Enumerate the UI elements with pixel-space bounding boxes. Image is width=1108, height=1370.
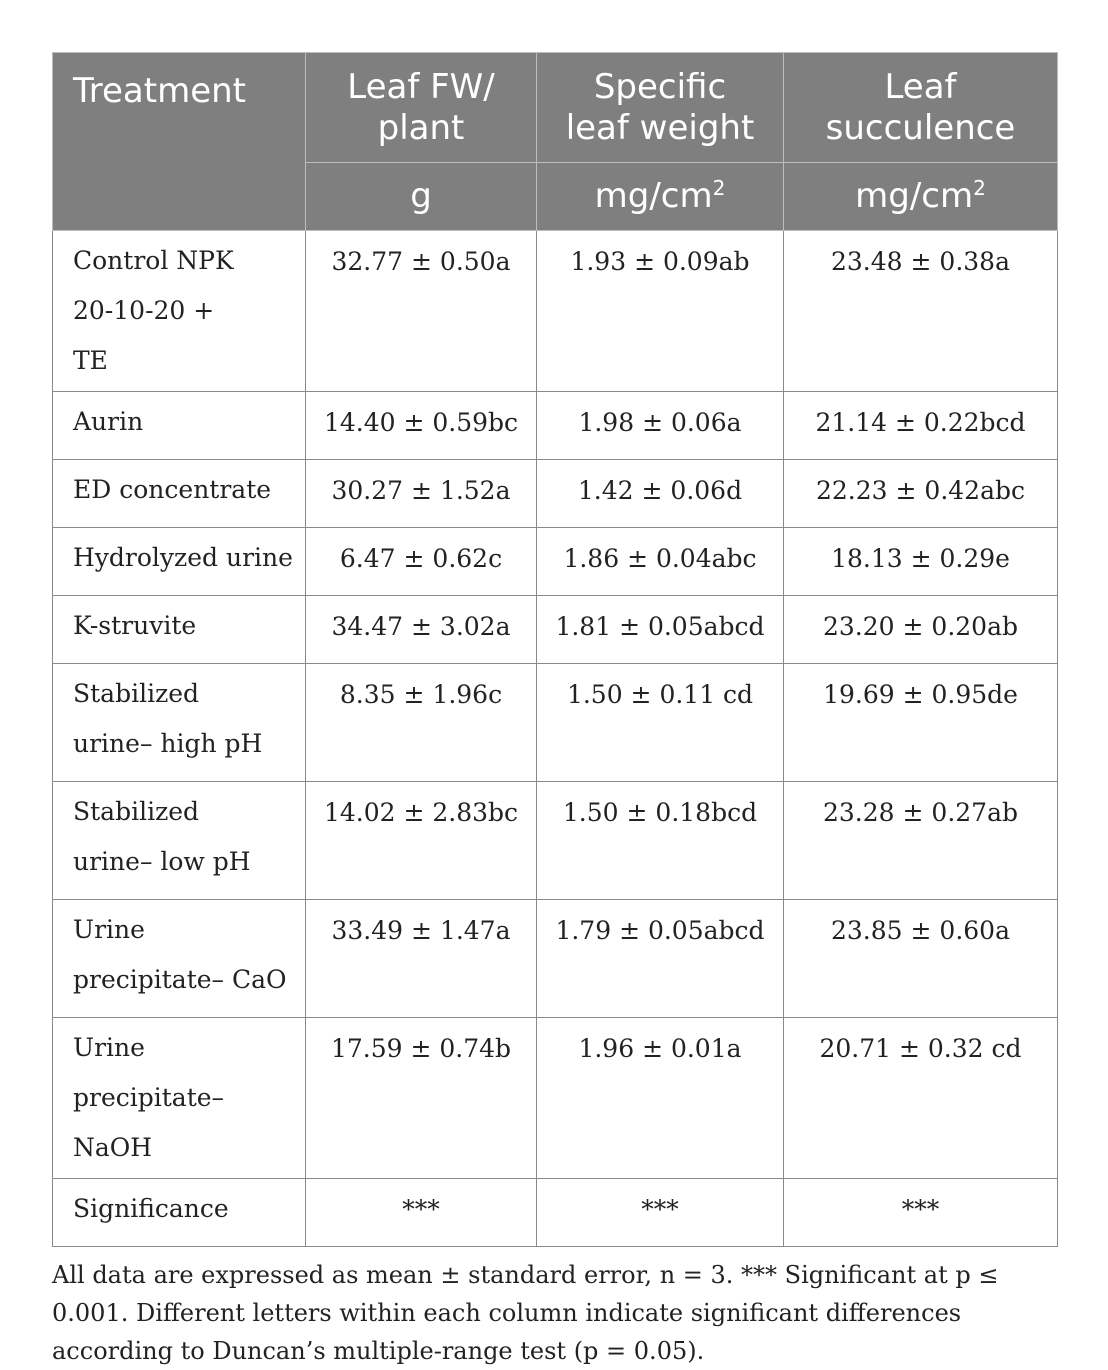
row-leaf-fw: 34.47 ± 3.02a	[306, 596, 537, 664]
unit-leaf-fw	[306, 163, 537, 231]
header-leaf-fw-label: Leaf FW/ plant	[347, 66, 495, 148]
row-leaf-fw: 32.77 ± 0.50a	[306, 231, 537, 392]
unit-ls	[784, 163, 1058, 231]
row-ls: 18.13 ± 0.29e	[784, 528, 1058, 596]
row-leaf-fw: 6.47 ± 0.62c	[306, 528, 537, 596]
row-ls: 22.23 ± 0.42abc	[784, 460, 1058, 528]
row-ls: ***	[784, 1179, 1058, 1247]
row-leaf-fw: 33.49 ± 1.47a	[306, 900, 537, 1018]
row-slw: 1.42 ± 0.06d	[537, 460, 784, 528]
row-slw: 1.96 ± 0.01a	[537, 1018, 784, 1179]
row-treatment: Stabilized urine– low pH	[53, 782, 306, 900]
unit-slw	[537, 163, 784, 231]
row-slw: 1.50 ± 0.18bcd	[537, 782, 784, 900]
row-slw: 1.98 ± 0.06a	[537, 392, 784, 460]
table-row	[53, 664, 1058, 782]
row-treatment: Aurin	[53, 392, 306, 460]
row-slw: 1.81 ± 0.05abcd	[537, 596, 784, 664]
row-leaf-fw: 30.27 ± 1.52a	[306, 460, 537, 528]
unit-slw-sup: 2	[712, 176, 726, 200]
row-slw: 1.86 ± 0.04abc	[537, 528, 784, 596]
header-leaf-succulence	[784, 53, 1058, 163]
row-treatment: Control NPK 20-10-20 + TE	[53, 231, 306, 392]
row-ls: 21.14 ± 0.22bcd	[784, 392, 1058, 460]
row-treatment: Significance	[53, 1179, 306, 1247]
row-leaf-fw: 17.59 ± 0.74b	[306, 1018, 537, 1179]
row-ls: 20.71 ± 0.32 cd	[784, 1018, 1058, 1179]
row-slw: ***	[537, 1179, 784, 1247]
header-slw-label: Specific leaf weight	[565, 66, 755, 148]
header-ls-label: Leaf succulence	[825, 66, 1016, 148]
header-treatment: Treatment	[53, 53, 306, 231]
row-treatment: ED concentrate	[53, 460, 306, 528]
unit-slw-text: mg/cm	[594, 176, 713, 216]
row-slw: 1.50 ± 0.11 cd	[537, 664, 784, 782]
table-row	[53, 1018, 1058, 1179]
row-ls: 23.48 ± 0.38a	[784, 231, 1058, 392]
table-footnote: All data are expressed as mean ± standard error, n = 3. *** Significant at p ≤ 0.001. Different letters within each column indicate significant differences according to Duncan’s multiple-range test (p = 0.05).	[52, 1261, 999, 1365]
row-treatment: Stabilized urine– high pH	[53, 664, 306, 782]
row-treatment: Hydrolyzed urine	[53, 528, 306, 596]
table-row	[53, 528, 1058, 596]
row-ls: 19.69 ± 0.95de	[784, 664, 1058, 782]
row-ls: 23.28 ± 0.27ab	[784, 782, 1058, 900]
results-table	[52, 52, 1058, 1247]
row-leaf-fw: ***	[306, 1179, 537, 1247]
row-slw: 1.79 ± 0.05abcd	[537, 900, 784, 1018]
row-leaf-fw: 14.02 ± 2.83bc	[306, 782, 537, 900]
row-leaf-fw: 14.40 ± 0.59bc	[306, 392, 537, 460]
row-ls: 23.85 ± 0.60a	[784, 900, 1058, 1018]
table-row	[53, 460, 1058, 528]
table-row	[53, 231, 1058, 392]
table-row	[53, 1179, 1058, 1247]
header-leaf-fw	[306, 53, 537, 163]
data-table-container	[52, 52, 1057, 1370]
row-slw: 1.93 ± 0.09ab	[537, 231, 784, 392]
row-treatment: Urine precipitate– NaOH	[53, 1018, 306, 1179]
table-row	[53, 596, 1058, 664]
header-specific-leaf-weight	[537, 53, 784, 163]
row-treatment: K-struvite	[53, 596, 306, 664]
row-leaf-fw: 8.35 ± 1.96c	[306, 664, 537, 782]
row-ls: 23.20 ± 0.20ab	[784, 596, 1058, 664]
unit-ls-text: mg/cm	[855, 176, 974, 216]
row-treatment: Urine precipitate– CaO	[53, 900, 306, 1018]
table-row	[53, 900, 1058, 1018]
unit-ls-sup: 2	[973, 176, 986, 200]
table-row	[53, 392, 1058, 460]
table-row	[53, 782, 1058, 900]
unit-leaf-fw-text: g	[410, 176, 432, 216]
